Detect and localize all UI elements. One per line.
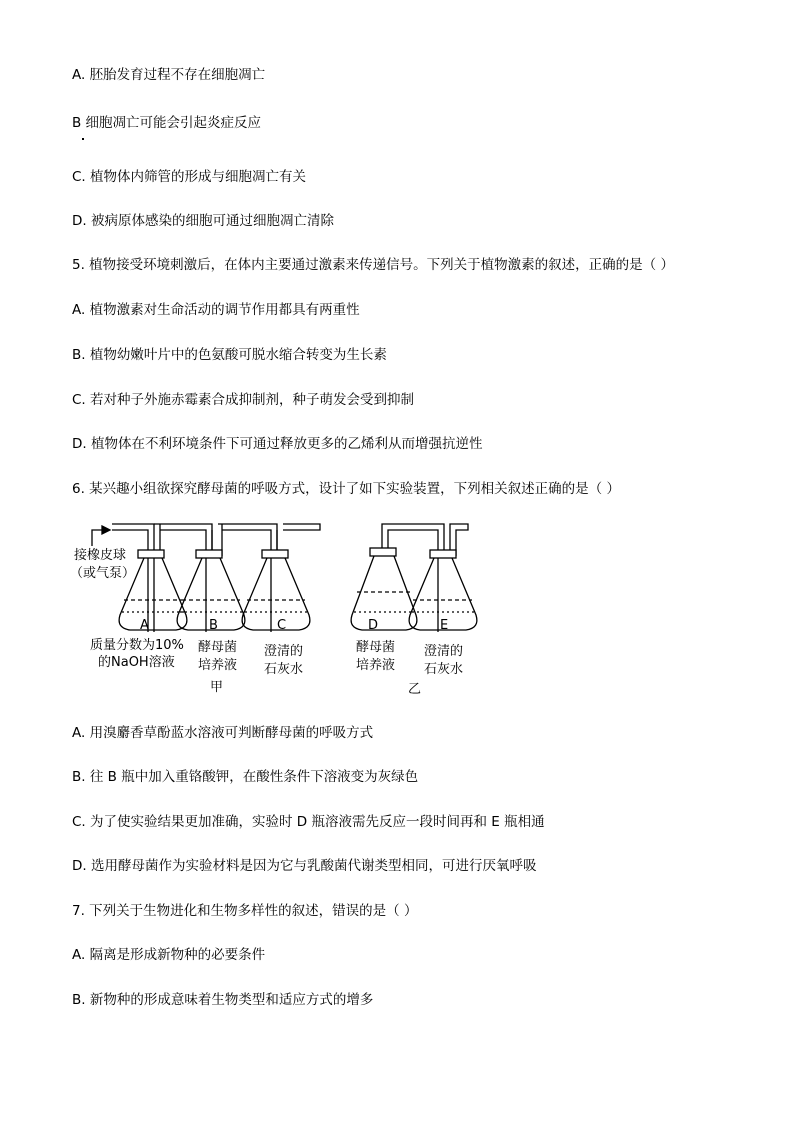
flask-e-letter: E: [440, 618, 449, 633]
q5-option-d: D. 植物体在不利环境条件下可通过释放更多的乙烯利从而增强抗逆性: [72, 436, 483, 452]
label-c-line-2: 石灰水: [264, 662, 304, 677]
flask-d-letter: D: [368, 618, 379, 633]
q7-option-b: B. 新物种的形成意味着生物类型和适应方式的增多: [72, 992, 374, 1008]
q6-option-b: B. 往 B 瓶中加入重铬酸钾，在酸性条件下溶液变为灰绿色: [72, 769, 419, 785]
stray-dot: [82, 138, 84, 140]
q5-stem: 5. 植物接受环境刺激后，在体内主要通过激素来传递信号。下列关于植物激素的叙述，正确的是（ ）: [72, 257, 674, 273]
q5-option-c: C. 若对种子外施赤霉素合成抑制剂，种子萌发会受到抑制: [72, 392, 415, 408]
flask-d: [351, 556, 417, 630]
q6-stem: 6. 某兴趣小组欲探究酵母菌的呼吸方式，设计了如下实验装置，下列相关叙述正确的是（ ）: [72, 481, 620, 497]
group-yi-label: 乙: [408, 682, 422, 697]
label-a-line-2: 的NaOH溶液: [98, 655, 175, 670]
q6-option-d: D. 选用酵母菌作为实验材料是因为它与乳酸菌代谢类型相同，可进行厌氧呼吸: [72, 858, 537, 874]
pump-label-1: 接橡皮球: [74, 548, 127, 563]
q7-option-a: A. 隔离是形成新物种的必要条件: [72, 947, 266, 963]
q4-option-a: A. 胚胎发育过程不存在细胞凋亡: [72, 67, 266, 83]
flask-b-letter: B: [209, 618, 218, 633]
label-e-line-2: 石灰水: [424, 662, 464, 677]
pump-label-2: （或气泵）: [70, 566, 136, 581]
flask-c: [242, 558, 310, 630]
label-b-line-1: 酵母菌: [198, 640, 238, 655]
q5-option-b: B. 植物幼嫩叶片中的色氨酸可脱水缩合转变为生长素: [72, 347, 387, 363]
q5-option-a: A. 植物激素对生命活动的调节作用都具有两重性: [72, 302, 360, 318]
tube-yi: [382, 524, 444, 632]
label-d-line-2: 培养液: [356, 658, 396, 673]
q4-option-b: B 细胞凋亡可能会引起炎症反应: [72, 115, 262, 131]
q6-option-c: C. 为了使实验结果更加准确，实验时 D 瓶溶液需先反应一段时间再和 E 瓶相通: [72, 814, 545, 830]
experiment-figure: [72, 520, 492, 700]
q7-stem: 7. 下列关于生物进化和生物多样性的叙述，错误的是（ ）: [72, 903, 418, 919]
label-a-line-1: 质量分数为10%: [90, 638, 184, 653]
flask-a-letter: A: [140, 618, 149, 633]
q6-option-a: A. 用溴麝香草酚蓝水溶液可判断酵母菌的呼吸方式: [72, 725, 374, 741]
label-d-line-1: 酵母菌: [356, 640, 396, 655]
label-c-line-1: 澄清的: [264, 644, 304, 659]
group-jia-label: 甲: [210, 680, 224, 695]
label-e-line-1: 澄清的: [424, 644, 464, 659]
label-b-line-2: 培养液: [198, 658, 238, 673]
q4-option-c: C. 植物体内筛管的形成与细胞凋亡有关: [72, 169, 307, 185]
q4-option-d: D. 被病原体感染的细胞可通过细胞凋亡清除: [72, 213, 334, 229]
flask-c-letter: C: [277, 618, 287, 633]
